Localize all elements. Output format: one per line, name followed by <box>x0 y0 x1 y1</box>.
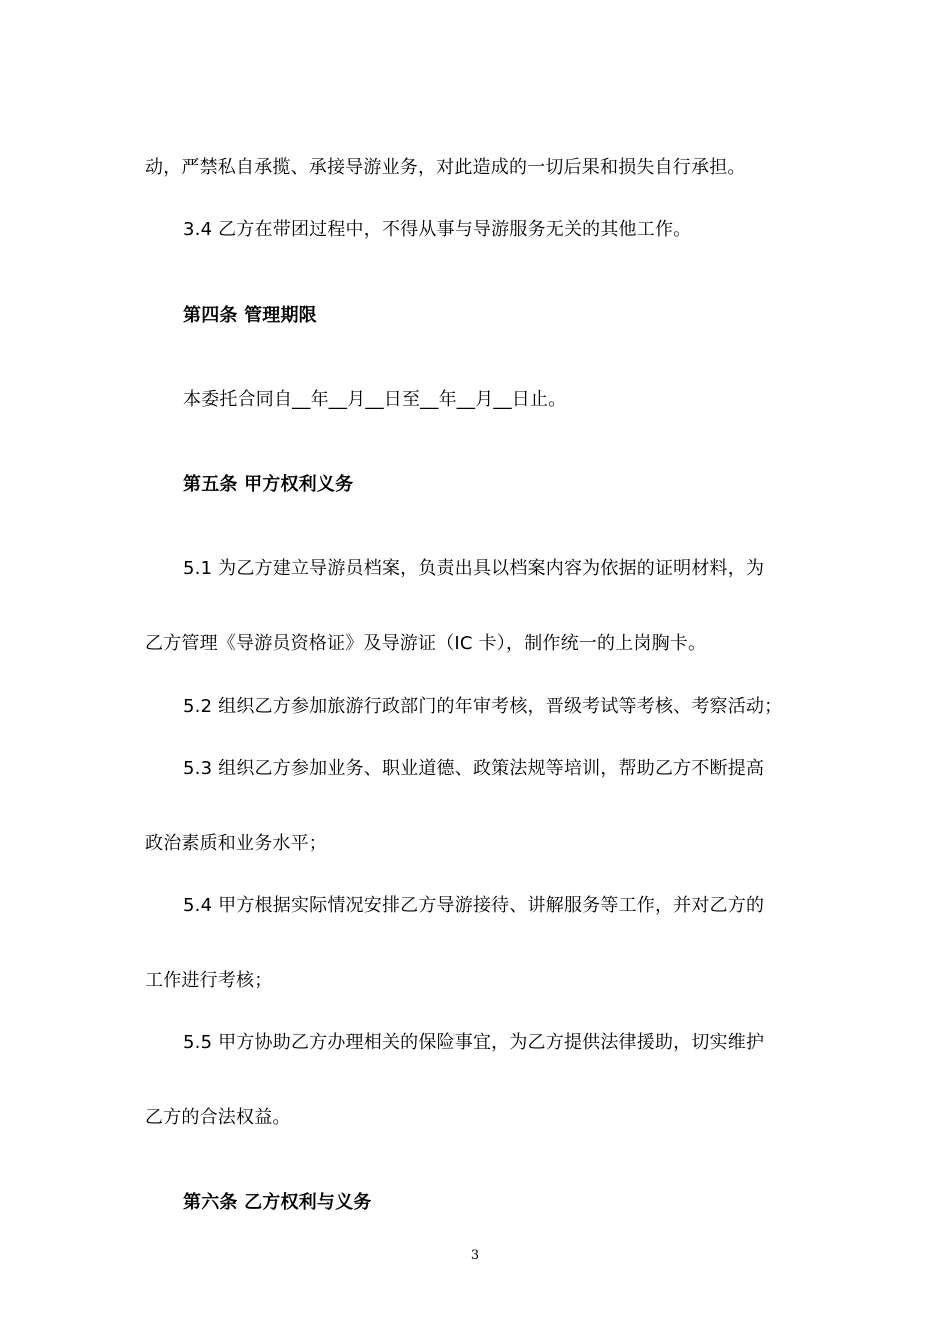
paragraph-line: 乙方管理《导游员资格证》及导游证（IC 卡），制作统一的上岗胸卡。 <box>145 633 707 654</box>
paragraph-line: 5.5 甲方协助乙方办理相关的保险事宜，为乙方提供法律援助，切实维护 <box>183 1032 765 1053</box>
paragraph-line: 乙方的合法权益。 <box>145 1107 291 1128</box>
paragraph-line: 本委托合同自__年__月__日至__年__月__日止。 <box>183 389 567 410</box>
section-heading: 第六条 乙方权利与义务 <box>183 1192 372 1213</box>
section-heading: 第五条 甲方权利义务 <box>183 474 354 495</box>
paragraph-line: 5.4 甲方根据实际情况安排乙方导游接待、讲解服务等工作，并对乙方的 <box>183 895 765 916</box>
section-heading: 第四条 管理期限 <box>183 305 317 326</box>
page-number: 3 <box>470 1248 480 1263</box>
paragraph-line: 5.3 组织乙方参加业务、职业道德、政策法规等培训，帮助乙方不断提高 <box>183 758 765 779</box>
paragraph-line: 工作进行考核； <box>145 970 273 991</box>
paragraph-line: 5.1 为乙方建立导游员档案，负责出具以档案内容为依据的证明材料，为 <box>183 558 765 579</box>
paragraph-line: 3.4 乙方在带团过程中，不得从事与导游服务无关的其他工作。 <box>183 219 692 240</box>
paragraph-line: 动，严禁私自承揽、承接导游业务，对此造成的一切后果和损失自行承担。 <box>145 157 746 178</box>
paragraph-line: 5.2 组织乙方参加旅游行政部门的年审考核，晋级考试等考核、考察活动； <box>183 696 783 717</box>
paragraph-line: 政治素质和业务水平； <box>145 833 327 854</box>
